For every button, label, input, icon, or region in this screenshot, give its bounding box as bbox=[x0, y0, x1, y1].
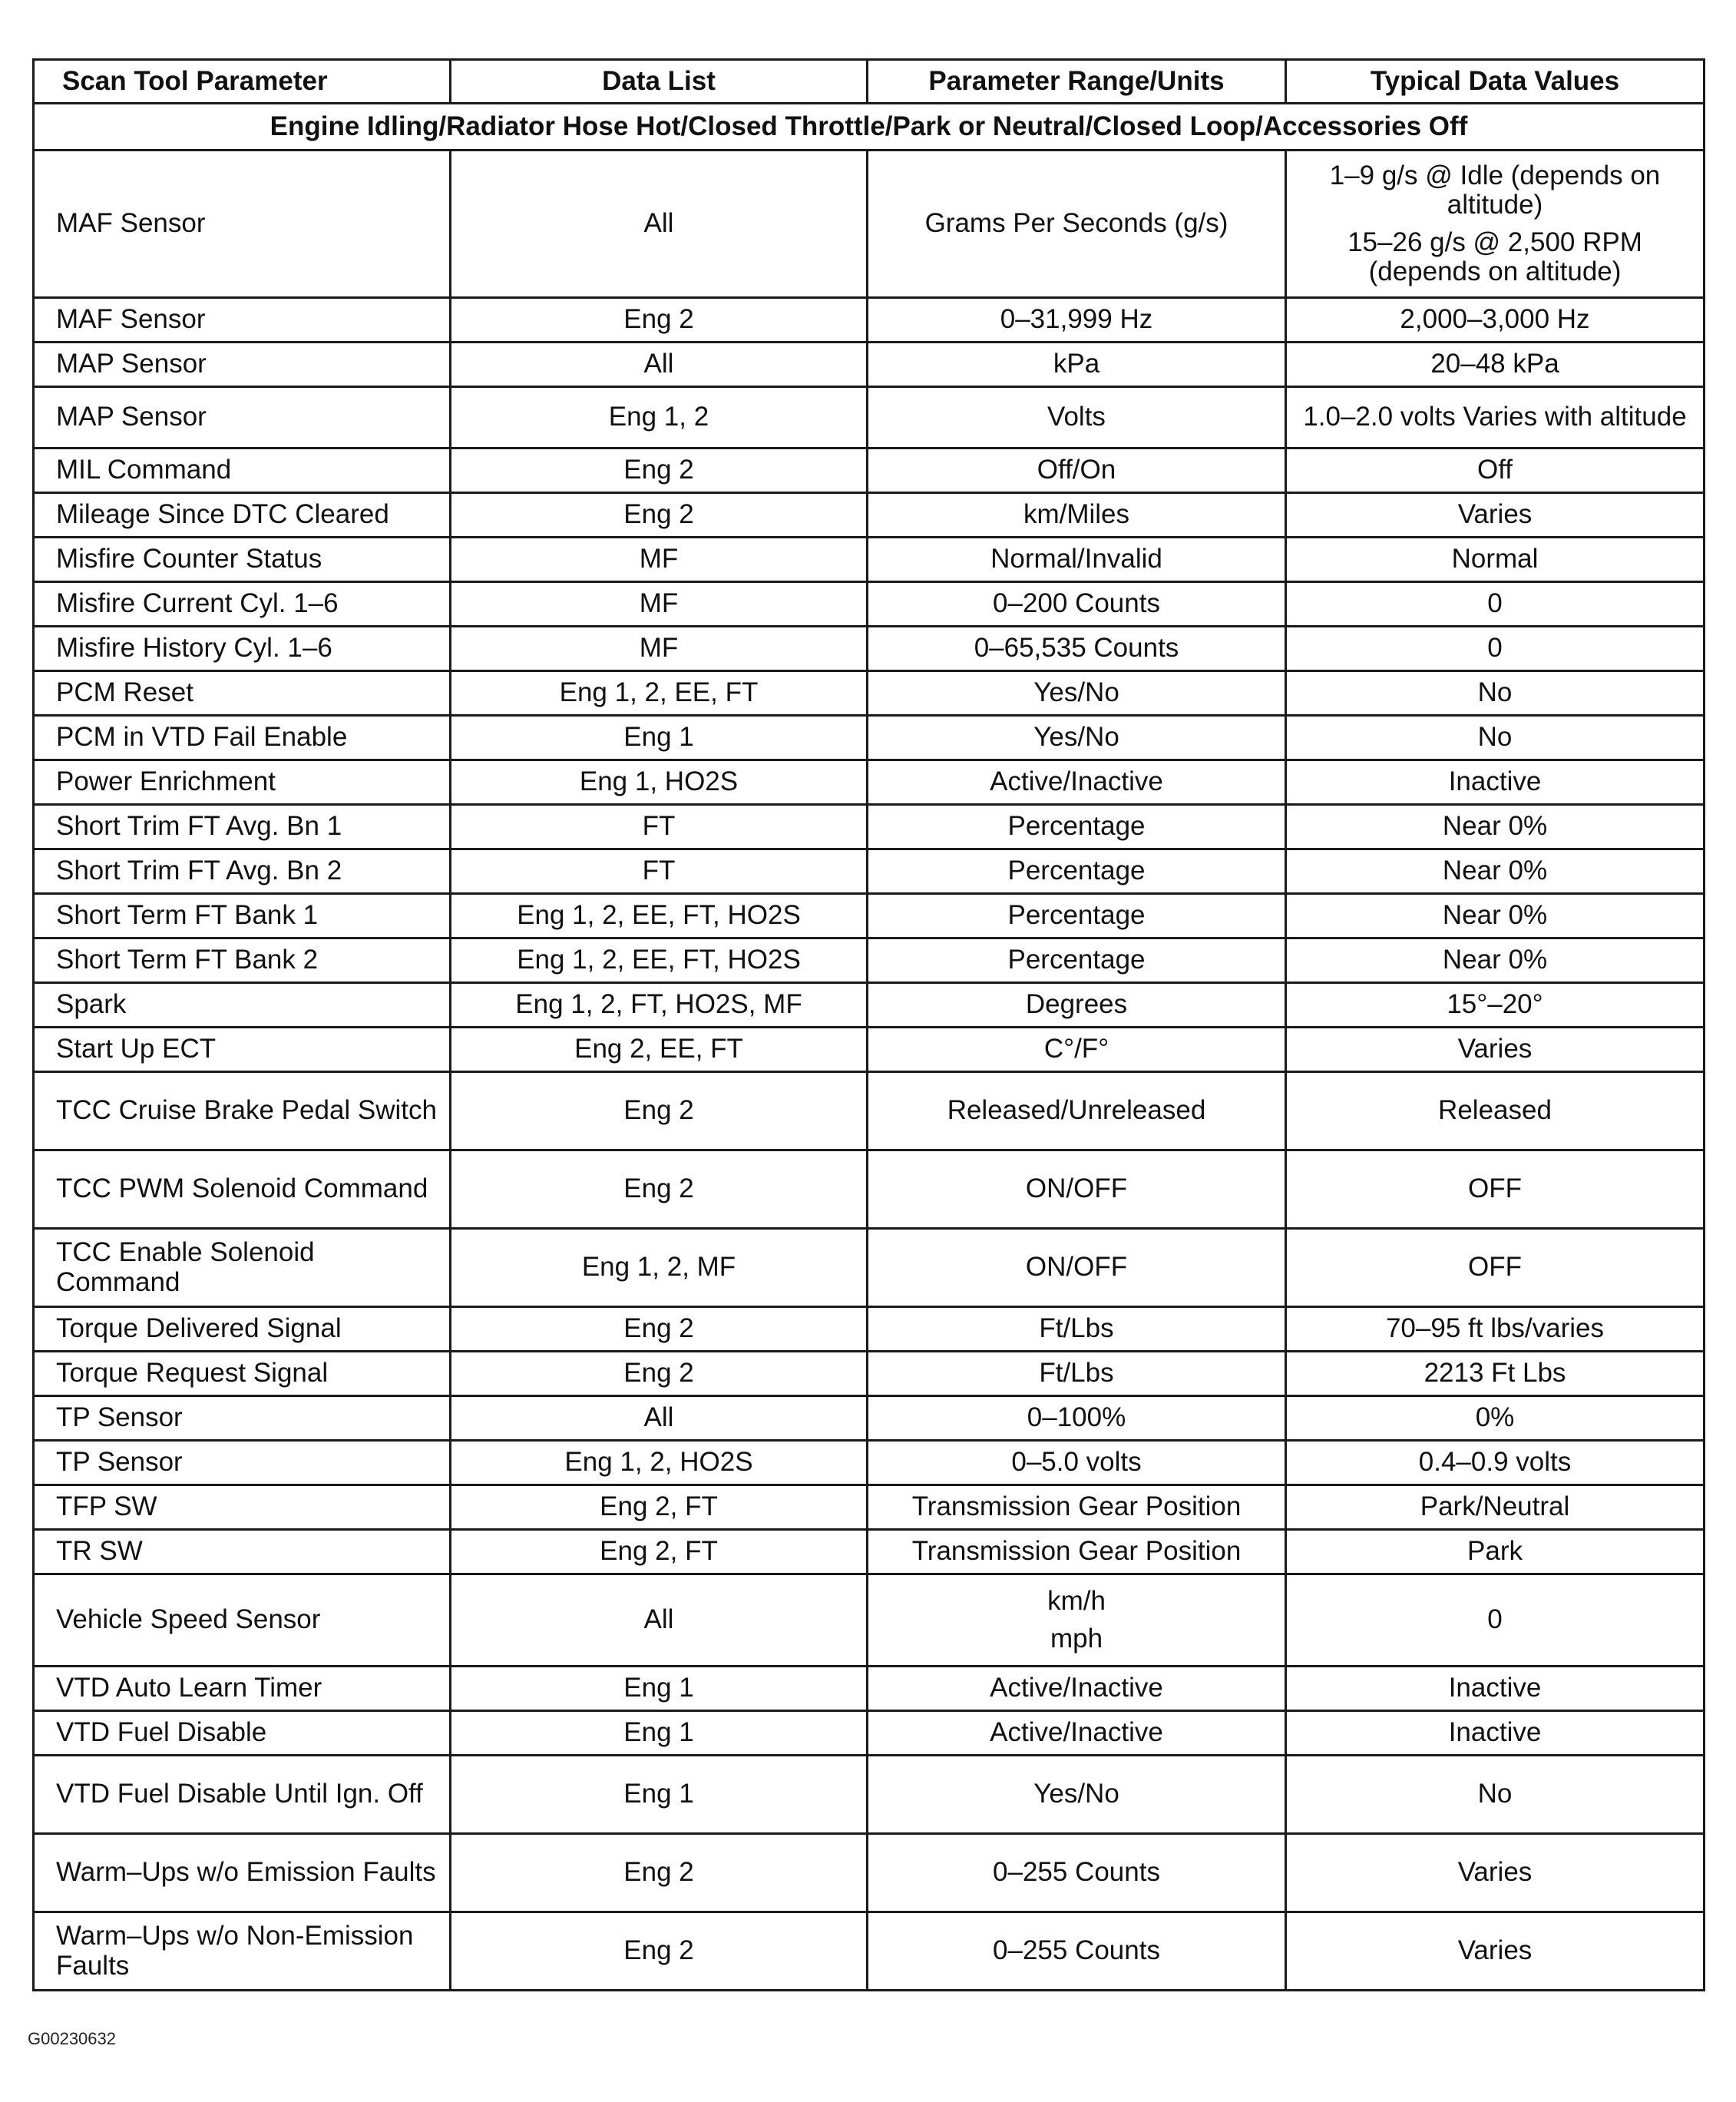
cell-scan-tool-parameter: MIL Command bbox=[34, 449, 451, 493]
cell-parameter-range-units: km/Miles bbox=[868, 493, 1286, 538]
cell-data-list: Eng 1, 2, FT, HO2S, MF bbox=[451, 983, 868, 1028]
cell-typical-data-values: 0.4–0.9 volts bbox=[1286, 1441, 1705, 1485]
cell-parameter-range-units: ON/OFF bbox=[868, 1150, 1286, 1229]
cell-typical-data-values: Off bbox=[1286, 449, 1705, 493]
cell-data-list: FT bbox=[451, 805, 868, 849]
header-data-list: Data List bbox=[451, 60, 868, 104]
cell-typical-data-values: 2213 Ft Lbs bbox=[1286, 1352, 1705, 1396]
cell-typical-data-values: No bbox=[1286, 671, 1705, 716]
cell-parameter-range-units: Transmission Gear Position bbox=[868, 1530, 1286, 1574]
table-row bbox=[34, 671, 1705, 716]
cell-scan-tool-parameter: Power Enrichment bbox=[34, 760, 451, 805]
table-row bbox=[34, 1530, 1705, 1574]
cell-scan-tool-parameter: TCC PWM Solenoid Command bbox=[34, 1150, 451, 1229]
cell-data-list: MF bbox=[451, 582, 868, 627]
cell-typical-data-values: Near 0% bbox=[1286, 938, 1705, 983]
cell-typical-data-values: Normal bbox=[1286, 538, 1705, 582]
cell-parameter-range-units: 0–100% bbox=[868, 1396, 1286, 1441]
table-row bbox=[34, 343, 1705, 387]
cell-typical-data-values: Released bbox=[1286, 1072, 1705, 1150]
cell-typical-data-values: No bbox=[1286, 1756, 1705, 1834]
cell-data-list: Eng 2, FT bbox=[451, 1530, 868, 1574]
cell-scan-tool-parameter: MAF Sensor bbox=[34, 151, 451, 298]
cell-typical-data-values: 0 bbox=[1286, 627, 1705, 671]
cell-data-list: Eng 2 bbox=[451, 493, 868, 538]
cell-data-list: All bbox=[451, 343, 868, 387]
cell-data-list: Eng 1 bbox=[451, 1667, 868, 1711]
cell-data-list: Eng 2, FT bbox=[451, 1485, 868, 1530]
cell-data-list: Eng 1 bbox=[451, 716, 868, 760]
cell-scan-tool-parameter: Torque Delivered Signal bbox=[34, 1307, 451, 1352]
cell-data-list: Eng 2 bbox=[451, 298, 868, 343]
cell-scan-tool-parameter: TCC Enable Solenoid Command bbox=[34, 1229, 451, 1307]
cell-parameter-range-units: Volts bbox=[868, 387, 1286, 449]
cell-typical-data-values: Near 0% bbox=[1286, 849, 1705, 894]
section-row bbox=[34, 104, 1705, 151]
cell-typical-data-values: Park bbox=[1286, 1530, 1705, 1574]
cell-data-list: All bbox=[451, 1396, 868, 1441]
table-row bbox=[34, 894, 1705, 938]
cell-parameter-range-units bbox=[868, 1574, 1286, 1667]
cell-typical-data-values: OFF bbox=[1286, 1229, 1705, 1307]
table-row bbox=[34, 983, 1705, 1028]
table-row bbox=[34, 449, 1705, 493]
table-row bbox=[34, 716, 1705, 760]
cell-scan-tool-parameter: VTD Auto Learn Timer bbox=[34, 1667, 451, 1711]
table-row bbox=[34, 387, 1705, 449]
cell-parameter-range-units: Percentage bbox=[868, 938, 1286, 983]
cell-data-list: Eng 2 bbox=[451, 1072, 868, 1150]
cell-typical-data-values: 0 bbox=[1286, 1574, 1705, 1667]
cell-data-list: Eng 2 bbox=[451, 449, 868, 493]
cell-scan-tool-parameter: TCC Cruise Brake Pedal Switch bbox=[34, 1072, 451, 1150]
table-row bbox=[34, 1307, 1705, 1352]
cell-scan-tool-parameter: Misfire History Cyl. 1–6 bbox=[34, 627, 451, 671]
header-scan-tool-parameter: Scan Tool Parameter bbox=[34, 60, 451, 104]
cell-scan-tool-parameter: Vehicle Speed Sensor bbox=[34, 1574, 451, 1667]
table-row bbox=[34, 1150, 1705, 1229]
cell-data-list: FT bbox=[451, 849, 868, 894]
scan-tool-data-table bbox=[32, 58, 1705, 1991]
cell-scan-tool-parameter: TP Sensor bbox=[34, 1441, 451, 1485]
cell-parameter-range-units-line-1: km/h bbox=[1047, 1586, 1106, 1616]
cell-typical-data-values: Varies bbox=[1286, 493, 1705, 538]
cell-typical-data-values: OFF bbox=[1286, 1150, 1705, 1229]
cell-data-list: Eng 1 bbox=[451, 1756, 868, 1834]
cell-scan-tool-parameter: Short Trim FT Avg. Bn 2 bbox=[34, 849, 451, 894]
table-row bbox=[34, 1756, 1705, 1834]
cell-scan-tool-parameter: Warm–Ups w/o Emission Faults bbox=[34, 1834, 451, 1912]
table-row bbox=[34, 1912, 1705, 1991]
cell-typical-data-values: 0% bbox=[1286, 1396, 1705, 1441]
cell-data-list: All bbox=[451, 1574, 868, 1667]
cell-parameter-range-units: Released/Unreleased bbox=[868, 1072, 1286, 1150]
cell-typical-data-values: 15°–20° bbox=[1286, 983, 1705, 1028]
cell-scan-tool-parameter: MAF Sensor bbox=[34, 298, 451, 343]
cell-parameter-range-units: ON/OFF bbox=[868, 1229, 1286, 1307]
cell-scan-tool-parameter: Spark bbox=[34, 983, 451, 1028]
cell-scan-tool-parameter: TFP SW bbox=[34, 1485, 451, 1530]
cell-scan-tool-parameter: Misfire Counter Status bbox=[34, 538, 451, 582]
cell-parameter-range-units: Normal/Invalid bbox=[868, 538, 1286, 582]
cell-data-list: Eng 1, HO2S bbox=[451, 760, 868, 805]
cell-data-list: Eng 1, 2, MF bbox=[451, 1229, 868, 1307]
cell-typical-data-values-line-2: 15–26 g/s @ 2,500 RPM (depends on altitude) bbox=[1347, 227, 1642, 286]
cell-parameter-range-units: 0–255 Counts bbox=[868, 1834, 1286, 1912]
cell-typical-data-values: Near 0% bbox=[1286, 894, 1705, 938]
header-parameter-range-units: Parameter Range/Units bbox=[868, 60, 1286, 104]
cell-scan-tool-parameter: Torque Request Signal bbox=[34, 1352, 451, 1396]
cell-scan-tool-parameter: VTD Fuel Disable Until Ign. Off bbox=[34, 1756, 451, 1834]
cell-data-list: Eng 1, 2 bbox=[451, 387, 868, 449]
cell-scan-tool-parameter: TP Sensor bbox=[34, 1396, 451, 1441]
table-body bbox=[34, 104, 1705, 1991]
cell-typical-data-values: Park/Neutral bbox=[1286, 1485, 1705, 1530]
cell-data-list: All bbox=[451, 151, 868, 298]
cell-parameter-range-units: Percentage bbox=[868, 805, 1286, 849]
table-row bbox=[34, 538, 1705, 582]
cell-data-list: MF bbox=[451, 627, 868, 671]
cell-parameter-range-units: Ft/Lbs bbox=[868, 1307, 1286, 1352]
cell-parameter-range-units: 0–65,535 Counts bbox=[868, 627, 1286, 671]
cell-typical-data-values: Near 0% bbox=[1286, 805, 1705, 849]
cell-typical-data-values: Inactive bbox=[1286, 1667, 1705, 1711]
table-row bbox=[34, 1028, 1705, 1072]
table-row bbox=[34, 1485, 1705, 1530]
cell-scan-tool-parameter: Mileage Since DTC Cleared bbox=[34, 493, 451, 538]
table-row bbox=[34, 760, 1705, 805]
cell-parameter-range-units: 0–255 Counts bbox=[868, 1912, 1286, 1991]
table-row bbox=[34, 805, 1705, 849]
cell-typical-data-values: Inactive bbox=[1286, 760, 1705, 805]
cell-data-list: Eng 1, 2, HO2S bbox=[451, 1441, 868, 1485]
cell-typical-data-values: Varies bbox=[1286, 1912, 1705, 1991]
cell-data-list: MF bbox=[451, 538, 868, 582]
cell-typical-data-values: Varies bbox=[1286, 1028, 1705, 1072]
cell-scan-tool-parameter: VTD Fuel Disable bbox=[34, 1711, 451, 1756]
cell-parameter-range-units: Active/Inactive bbox=[868, 760, 1286, 805]
cell-typical-data-values bbox=[1286, 151, 1705, 298]
cell-scan-tool-parameter: Short Trim FT Avg. Bn 1 bbox=[34, 805, 451, 849]
table-row bbox=[34, 1667, 1705, 1711]
cell-parameter-range-units: Ft/Lbs bbox=[868, 1352, 1286, 1396]
cell-parameter-range-units: Transmission Gear Position bbox=[868, 1485, 1286, 1530]
cell-data-list: Eng 1, 2, EE, FT, HO2S bbox=[451, 894, 868, 938]
cell-scan-tool-parameter: TR SW bbox=[34, 1530, 451, 1574]
cell-scan-tool-parameter: Short Term FT Bank 2 bbox=[34, 938, 451, 983]
cell-parameter-range-units: Grams Per Seconds (g/s) bbox=[868, 151, 1286, 298]
table-row bbox=[34, 1396, 1705, 1441]
cell-typical-data-values: 20–48 kPa bbox=[1286, 343, 1705, 387]
cell-parameter-range-units: Off/On bbox=[868, 449, 1286, 493]
header-typical-data-values: Typical Data Values bbox=[1286, 60, 1705, 104]
table-row bbox=[34, 1441, 1705, 1485]
header-row bbox=[34, 60, 1705, 104]
cell-scan-tool-parameter: MAP Sensor bbox=[34, 343, 451, 387]
cell-data-list: Eng 1, 2, EE, FT, HO2S bbox=[451, 938, 868, 983]
cell-scan-tool-parameter: PCM in VTD Fail Enable bbox=[34, 716, 451, 760]
cell-scan-tool-parameter: Start Up ECT bbox=[34, 1028, 451, 1072]
cell-parameter-range-units: Degrees bbox=[868, 983, 1286, 1028]
cell-parameter-range-units: Active/Inactive bbox=[868, 1711, 1286, 1756]
cell-data-list: Eng 1 bbox=[451, 1711, 868, 1756]
cell-data-list: Eng 2 bbox=[451, 1912, 868, 1991]
cell-typical-data-values: No bbox=[1286, 716, 1705, 760]
table-row bbox=[34, 298, 1705, 343]
cell-typical-data-values: Inactive bbox=[1286, 1711, 1705, 1756]
table-row bbox=[34, 582, 1705, 627]
cell-parameter-range-units: Yes/No bbox=[868, 716, 1286, 760]
table-row bbox=[34, 151, 1705, 298]
cell-scan-tool-parameter: Misfire Current Cyl. 1–6 bbox=[34, 582, 451, 627]
cell-parameter-range-units: kPa bbox=[868, 343, 1286, 387]
cell-parameter-range-units: 0–31,999 Hz bbox=[868, 298, 1286, 343]
table-row bbox=[34, 493, 1705, 538]
cell-data-list: Eng 2 bbox=[451, 1307, 868, 1352]
section-condition-label: Engine Idling/Radiator Hose Hot/Closed Throttle/Park or Neutral/Closed Loop/Accessories Off bbox=[34, 104, 1705, 151]
cell-scan-tool-parameter: Short Term FT Bank 1 bbox=[34, 894, 451, 938]
table-row bbox=[34, 1834, 1705, 1912]
cell-typical-data-values: 70–95 ft lbs/varies bbox=[1286, 1307, 1705, 1352]
cell-typical-data-values: Varies bbox=[1286, 1834, 1705, 1912]
cell-parameter-range-units: Percentage bbox=[868, 849, 1286, 894]
table-row bbox=[34, 938, 1705, 983]
cell-parameter-range-units-line-2: mph bbox=[1050, 1623, 1103, 1653]
cell-scan-tool-parameter: PCM Reset bbox=[34, 671, 451, 716]
cell-parameter-range-units: 0–5.0 volts bbox=[868, 1441, 1286, 1485]
cell-data-list: Eng 2 bbox=[451, 1150, 868, 1229]
cell-parameter-range-units: C°/F° bbox=[868, 1028, 1286, 1072]
cell-typical-data-values-line-1: 1–9 g/s @ Idle (depends on altitude) bbox=[1329, 160, 1661, 220]
table-row bbox=[34, 1711, 1705, 1756]
cell-data-list: Eng 2 bbox=[451, 1352, 868, 1396]
table-row bbox=[34, 1574, 1705, 1667]
cell-scan-tool-parameter: MAP Sensor bbox=[34, 387, 451, 449]
table-row bbox=[34, 1072, 1705, 1150]
table-row bbox=[34, 1352, 1705, 1396]
cell-data-list: Eng 2 bbox=[451, 1834, 868, 1912]
cell-parameter-range-units: 0–200 Counts bbox=[868, 582, 1286, 627]
figure-code: G00230632 bbox=[28, 2029, 116, 2048]
cell-parameter-range-units: Percentage bbox=[868, 894, 1286, 938]
table-row bbox=[34, 1229, 1705, 1307]
cell-typical-data-values: 1.0–2.0 volts Varies with altitude bbox=[1286, 387, 1705, 449]
table-row bbox=[34, 627, 1705, 671]
cell-parameter-range-units: Yes/No bbox=[868, 671, 1286, 716]
cell-parameter-range-units: Yes/No bbox=[868, 1756, 1286, 1834]
cell-parameter-range-units: Active/Inactive bbox=[868, 1667, 1286, 1711]
cell-data-list: Eng 1, 2, EE, FT bbox=[451, 671, 868, 716]
cell-scan-tool-parameter: Warm–Ups w/o Non-Emission Faults bbox=[34, 1912, 451, 1991]
cell-data-list: Eng 2, EE, FT bbox=[451, 1028, 868, 1072]
table-row bbox=[34, 849, 1705, 894]
cell-typical-data-values: 0 bbox=[1286, 582, 1705, 627]
cell-typical-data-values: 2,000–3,000 Hz bbox=[1286, 298, 1705, 343]
